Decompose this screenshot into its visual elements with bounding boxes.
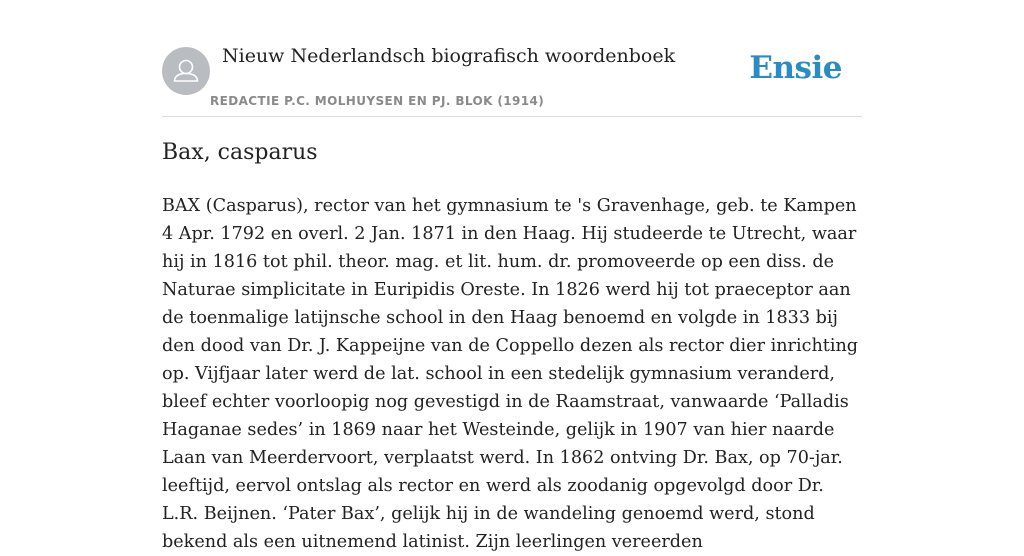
source-title[interactable]: Nieuw Nederlandsch biografisch woordenboek [222, 45, 676, 67]
page [162, 0, 862, 552]
source-header [162, 0, 862, 117]
source-subtitle: REDACTIE P.C. MOLHUYSEN EN PJ. BLOK (1914) [210, 94, 545, 108]
avatar[interactable] [162, 47, 210, 95]
entry-title: Bax, casparus [162, 140, 318, 165]
user-icon [162, 47, 210, 95]
entry-body: BAX (Casparus), rector van het gymnasium te 's Gravenhage, geb. te Kampen 4 Apr. 1792 en overl. 2 Jan. 1871 in den Haag. Hij studeerde te Utrecht, waar hij in 1816 tot phil. theor. mag. et lit. hum. dr. promoveerde op een diss. de Naturae simplicitate in Euripidis Oreste. In 1826 werd hij tot praeceptor aan de toenmalige latijnsche school in den Haag benoemd en volgde in 1833 bij den dood van Dr. J. Kappeijne van de Coppello dezen als rector dier inrichting op. Vijfjaar later werd de lat. school in een stedelijk gymnasium veranderd, bleef echter voorloopig nog gevestigd in de Raamstraat, vanwaarde ‘Palladis Haganae sedes’ in 1869 naar het Westeinde, gelijk in 1907 van hier naarde Laan van Meerdervoort, verplaatst werd. In 1862 ontving Dr. Bax, op 70-jar. leeftijd, eervol ontslag als rector en werd als zoodanig opgevolgd door Dr. L.R. Beijnen. ‘Pater Bax’, gelijk hij in de wandeling genoemd werd, stond bekend als een uitnemend latinist. Zijn leerlingen vereerden [162, 196, 859, 552]
brand-logo[interactable]: Ensie [749, 50, 842, 86]
